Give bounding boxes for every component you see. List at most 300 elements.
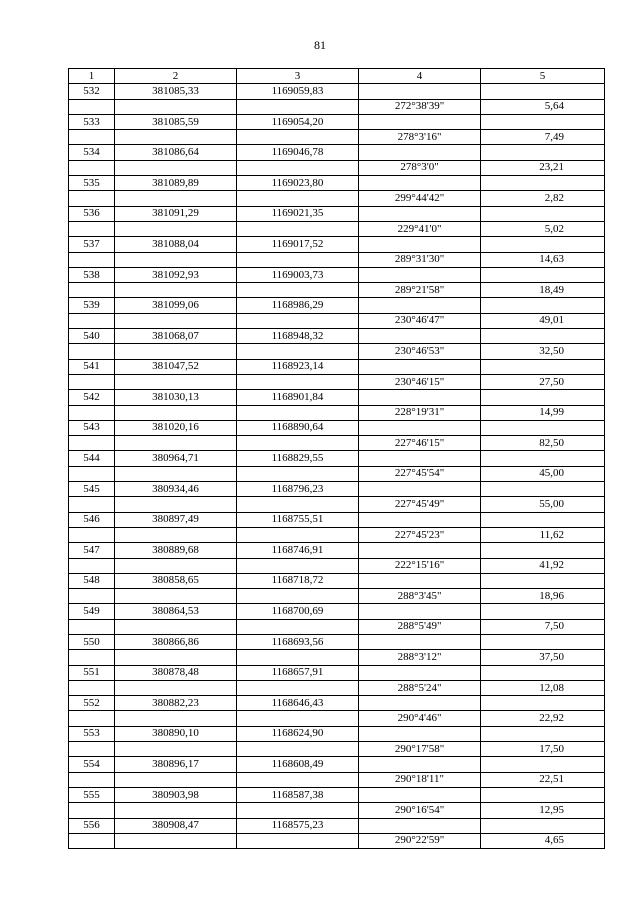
x-coordinate-cell [115, 833, 237, 848]
point-number-cell: 537 [69, 237, 115, 252]
distance-cell: 11,62 [481, 527, 605, 542]
table-row [69, 160, 605, 175]
direction-angle-cell [359, 757, 481, 772]
point-number-cell [69, 405, 115, 420]
distance-cell [481, 482, 605, 497]
x-coordinate-cell [115, 160, 237, 175]
direction-angle-cell [359, 726, 481, 741]
direction-angle-cell: 227°45'23" [359, 527, 481, 542]
point-number-cell: 553 [69, 726, 115, 741]
x-coordinate-cell: 380889,68 [115, 543, 237, 558]
column-header-1: 1 [69, 69, 115, 84]
distance-cell: 18,96 [481, 589, 605, 604]
point-number-cell [69, 130, 115, 145]
y-coordinate-cell: 1168948,32 [237, 329, 359, 344]
x-coordinate-cell: 381020,16 [115, 420, 237, 435]
distance-cell [481, 206, 605, 221]
point-number-cell [69, 313, 115, 328]
direction-angle-cell [359, 482, 481, 497]
x-coordinate-cell: 380896,17 [115, 757, 237, 772]
point-number-cell [69, 650, 115, 665]
table-row [69, 329, 605, 344]
x-coordinate-cell: 380964,71 [115, 451, 237, 466]
distance-cell: 22,92 [481, 711, 605, 726]
column-header-5: 5 [481, 69, 605, 84]
table-header-row [69, 69, 605, 84]
direction-angle-cell [359, 267, 481, 282]
y-coordinate-cell: 1168587,38 [237, 787, 359, 802]
direction-angle-cell [359, 145, 481, 160]
table-row [69, 634, 605, 649]
point-number-cell: 539 [69, 298, 115, 313]
direction-angle-cell: 289°31'30" [359, 252, 481, 267]
distance-cell [481, 512, 605, 527]
point-number-cell: 534 [69, 145, 115, 160]
table-row [69, 726, 605, 741]
table-row [69, 665, 605, 680]
distance-cell: 55,00 [481, 497, 605, 512]
direction-angle-cell [359, 451, 481, 466]
y-coordinate-cell [237, 283, 359, 298]
y-coordinate-cell [237, 711, 359, 726]
direction-angle-cell: 290°16'54" [359, 803, 481, 818]
x-coordinate-cell: 380890,10 [115, 726, 237, 741]
point-number-cell: 552 [69, 696, 115, 711]
direction-angle-cell [359, 512, 481, 527]
point-number-cell: 536 [69, 206, 115, 221]
direction-angle-cell: 288°3'12" [359, 650, 481, 665]
y-coordinate-cell: 1168718,72 [237, 573, 359, 588]
x-coordinate-cell [115, 497, 237, 512]
y-coordinate-cell [237, 130, 359, 145]
point-number-cell: 540 [69, 329, 115, 344]
x-coordinate-cell [115, 344, 237, 359]
table-row [69, 221, 605, 236]
distance-cell [481, 818, 605, 833]
y-coordinate-cell [237, 221, 359, 236]
table-row [69, 573, 605, 588]
x-coordinate-cell: 381085,59 [115, 114, 237, 129]
y-coordinate-cell: 1168646,43 [237, 696, 359, 711]
direction-angle-cell: 230°46'15" [359, 374, 481, 389]
distance-cell [481, 451, 605, 466]
point-number-cell [69, 374, 115, 389]
direction-angle-cell: 299°44'42" [359, 191, 481, 206]
table-row [69, 84, 605, 99]
distance-cell: 23,21 [481, 160, 605, 175]
y-coordinate-cell: 1168746,91 [237, 543, 359, 558]
table-row [69, 267, 605, 282]
direction-angle-cell [359, 176, 481, 191]
point-number-cell: 545 [69, 482, 115, 497]
table-row [69, 696, 605, 711]
point-number-cell: 551 [69, 665, 115, 680]
distance-cell: 37,50 [481, 650, 605, 665]
point-number-cell [69, 252, 115, 267]
x-coordinate-cell: 380897,49 [115, 512, 237, 527]
point-number-cell [69, 742, 115, 757]
x-coordinate-cell: 381086,64 [115, 145, 237, 160]
distance-cell [481, 145, 605, 160]
y-coordinate-cell [237, 589, 359, 604]
direction-angle-cell [359, 298, 481, 313]
direction-angle-cell: 229°41'0" [359, 221, 481, 236]
y-coordinate-cell [237, 252, 359, 267]
point-number-cell: 535 [69, 176, 115, 191]
x-coordinate-cell: 380858,65 [115, 573, 237, 588]
table-row [69, 711, 605, 726]
table-row [69, 543, 605, 558]
x-coordinate-cell [115, 374, 237, 389]
point-number-cell: 549 [69, 604, 115, 619]
direction-angle-cell [359, 604, 481, 619]
direction-angle-cell: 230°46'47" [359, 313, 481, 328]
table-row [69, 374, 605, 389]
point-number-cell: 533 [69, 114, 115, 129]
distance-cell: 14,63 [481, 252, 605, 267]
distance-cell [481, 267, 605, 282]
distance-cell: 22,51 [481, 772, 605, 787]
table-row [69, 298, 605, 313]
y-coordinate-cell: 1168796,23 [237, 482, 359, 497]
y-coordinate-cell [237, 313, 359, 328]
distance-cell: 27,50 [481, 374, 605, 389]
distance-cell: 2,82 [481, 191, 605, 206]
direction-angle-cell: 289°21'58" [359, 283, 481, 298]
x-coordinate-cell [115, 650, 237, 665]
table-row [69, 680, 605, 695]
y-coordinate-cell: 1168923,14 [237, 359, 359, 374]
table-row [69, 482, 605, 497]
distance-cell: 14,99 [481, 405, 605, 420]
x-coordinate-cell [115, 680, 237, 695]
table-row [69, 757, 605, 772]
y-coordinate-cell [237, 742, 359, 757]
table-row [69, 512, 605, 527]
y-coordinate-cell: 1168608,49 [237, 757, 359, 772]
y-coordinate-cell [237, 619, 359, 634]
y-coordinate-cell: 1168986,29 [237, 298, 359, 313]
distance-cell [481, 634, 605, 649]
distance-cell: 17,50 [481, 742, 605, 757]
table-row [69, 313, 605, 328]
point-number-cell [69, 344, 115, 359]
table-row [69, 604, 605, 619]
direction-angle-cell: 290°17'58" [359, 742, 481, 757]
point-number-cell: 541 [69, 359, 115, 374]
y-coordinate-cell: 1168829,55 [237, 451, 359, 466]
x-coordinate-cell: 380903,98 [115, 787, 237, 802]
y-coordinate-cell: 1168624,90 [237, 726, 359, 741]
direction-angle-cell: 288°5'24" [359, 680, 481, 695]
y-coordinate-cell: 1168700,69 [237, 604, 359, 619]
x-coordinate-cell [115, 711, 237, 726]
x-coordinate-cell: 381088,04 [115, 237, 237, 252]
x-coordinate-cell [115, 803, 237, 818]
distance-cell [481, 114, 605, 129]
direction-angle-cell [359, 818, 481, 833]
x-coordinate-cell: 381068,07 [115, 329, 237, 344]
y-coordinate-cell [237, 191, 359, 206]
y-coordinate-cell [237, 344, 359, 359]
point-number-cell [69, 221, 115, 236]
y-coordinate-cell: 1168693,56 [237, 634, 359, 649]
point-number-cell [69, 619, 115, 634]
y-coordinate-cell [237, 772, 359, 787]
table-row [69, 787, 605, 802]
table-row [69, 237, 605, 252]
x-coordinate-cell [115, 99, 237, 114]
distance-cell: 41,92 [481, 558, 605, 573]
y-coordinate-cell [237, 650, 359, 665]
y-coordinate-cell [237, 436, 359, 451]
x-coordinate-cell: 381085,33 [115, 84, 237, 99]
distance-cell: 49,01 [481, 313, 605, 328]
x-coordinate-cell [115, 313, 237, 328]
distance-cell [481, 787, 605, 802]
table-row [69, 176, 605, 191]
point-number-cell: 538 [69, 267, 115, 282]
direction-angle-cell [359, 329, 481, 344]
table-row [69, 558, 605, 573]
table-row [69, 252, 605, 267]
distance-cell [481, 696, 605, 711]
direction-angle-cell: 290°22'59" [359, 833, 481, 848]
table-row [69, 833, 605, 848]
table-row [69, 283, 605, 298]
table-row [69, 436, 605, 451]
distance-cell [481, 84, 605, 99]
direction-angle-cell: 230°46'53" [359, 344, 481, 359]
point-number-cell [69, 436, 115, 451]
direction-angle-cell [359, 543, 481, 558]
y-coordinate-cell: 1169003,73 [237, 267, 359, 282]
y-coordinate-cell: 1169059,83 [237, 84, 359, 99]
table-row [69, 497, 605, 512]
table-body [69, 84, 605, 849]
x-coordinate-cell: 381099,06 [115, 298, 237, 313]
table-row [69, 818, 605, 833]
y-coordinate-cell: 1169017,52 [237, 237, 359, 252]
distance-cell [481, 757, 605, 772]
distance-cell: 32,50 [481, 344, 605, 359]
distance-cell [481, 237, 605, 252]
x-coordinate-cell [115, 527, 237, 542]
direction-angle-cell: 227°46'15" [359, 436, 481, 451]
direction-angle-cell: 278°3'0" [359, 160, 481, 175]
y-coordinate-cell [237, 160, 359, 175]
distance-cell: 12,08 [481, 680, 605, 695]
point-number-cell: 547 [69, 543, 115, 558]
table-row [69, 466, 605, 481]
point-number-cell [69, 99, 115, 114]
point-number-cell [69, 803, 115, 818]
y-coordinate-cell: 1169054,20 [237, 114, 359, 129]
distance-cell [481, 390, 605, 405]
y-coordinate-cell: 1168575,23 [237, 818, 359, 833]
point-number-cell [69, 589, 115, 604]
y-coordinate-cell [237, 405, 359, 420]
point-number-cell: 556 [69, 818, 115, 833]
y-coordinate-cell: 1169023,80 [237, 176, 359, 191]
point-number-cell [69, 527, 115, 542]
direction-angle-cell [359, 114, 481, 129]
distance-cell [481, 359, 605, 374]
x-coordinate-cell: 381089,89 [115, 176, 237, 191]
point-number-cell [69, 772, 115, 787]
x-coordinate-cell [115, 191, 237, 206]
direction-angle-cell [359, 390, 481, 405]
point-number-cell [69, 283, 115, 298]
distance-cell [481, 298, 605, 313]
x-coordinate-cell [115, 252, 237, 267]
point-number-cell [69, 466, 115, 481]
point-number-cell [69, 160, 115, 175]
point-number-cell: 543 [69, 420, 115, 435]
x-coordinate-cell: 381091,29 [115, 206, 237, 221]
y-coordinate-cell [237, 374, 359, 389]
table-row [69, 650, 605, 665]
y-coordinate-cell: 1168755,51 [237, 512, 359, 527]
point-number-cell [69, 191, 115, 206]
table-row [69, 206, 605, 221]
direction-angle-cell: 288°5'49" [359, 619, 481, 634]
distance-cell [481, 665, 605, 680]
distance-cell: 12,95 [481, 803, 605, 818]
column-header-3: 3 [237, 69, 359, 84]
x-coordinate-cell [115, 619, 237, 634]
distance-cell [481, 543, 605, 558]
y-coordinate-cell [237, 466, 359, 481]
direction-angle-cell: 290°18'11" [359, 772, 481, 787]
distance-cell: 5,02 [481, 221, 605, 236]
direction-angle-cell [359, 359, 481, 374]
table-row [69, 359, 605, 374]
direction-angle-cell [359, 84, 481, 99]
x-coordinate-cell: 380866,86 [115, 634, 237, 649]
direction-angle-cell [359, 420, 481, 435]
table-row [69, 742, 605, 757]
page-number: 81 [314, 38, 326, 52]
table-row [69, 130, 605, 145]
y-coordinate-cell [237, 527, 359, 542]
distance-cell [481, 329, 605, 344]
distance-cell [481, 726, 605, 741]
x-coordinate-cell [115, 466, 237, 481]
direction-angle-cell: 222°15'16" [359, 558, 481, 573]
distance-cell: 45,00 [481, 466, 605, 481]
y-coordinate-cell: 1168890,64 [237, 420, 359, 435]
x-coordinate-cell [115, 221, 237, 236]
table-row [69, 803, 605, 818]
table-row [69, 772, 605, 787]
direction-angle-cell: 272°38'39" [359, 99, 481, 114]
x-coordinate-cell: 380864,53 [115, 604, 237, 619]
table-row [69, 619, 605, 634]
table-row [69, 420, 605, 435]
y-coordinate-cell [237, 558, 359, 573]
x-coordinate-cell: 380908,47 [115, 818, 237, 833]
point-number-cell: 544 [69, 451, 115, 466]
direction-angle-cell [359, 787, 481, 802]
point-number-cell: 555 [69, 787, 115, 802]
table-row [69, 99, 605, 114]
distance-cell: 82,50 [481, 436, 605, 451]
x-coordinate-cell: 380882,23 [115, 696, 237, 711]
x-coordinate-cell [115, 772, 237, 787]
y-coordinate-cell: 1168657,91 [237, 665, 359, 680]
point-number-cell [69, 680, 115, 695]
x-coordinate-cell [115, 558, 237, 573]
table-row [69, 589, 605, 604]
y-coordinate-cell: 1169046,78 [237, 145, 359, 160]
point-number-cell: 542 [69, 390, 115, 405]
direction-angle-cell [359, 634, 481, 649]
point-number-cell [69, 558, 115, 573]
point-number-cell [69, 711, 115, 726]
point-number-cell: 532 [69, 84, 115, 99]
table-row [69, 527, 605, 542]
distance-cell [481, 176, 605, 191]
y-coordinate-cell [237, 680, 359, 695]
x-coordinate-cell [115, 130, 237, 145]
y-coordinate-cell: 1169021,35 [237, 206, 359, 221]
direction-angle-cell: 227°45'49" [359, 497, 481, 512]
y-coordinate-cell: 1168901,84 [237, 390, 359, 405]
x-coordinate-cell: 381030,13 [115, 390, 237, 405]
distance-cell: 18,49 [481, 283, 605, 298]
point-number-cell [69, 497, 115, 512]
x-coordinate-cell: 381092,93 [115, 267, 237, 282]
y-coordinate-cell [237, 99, 359, 114]
direction-angle-cell: 278°3'16" [359, 130, 481, 145]
column-header-2: 2 [115, 69, 237, 84]
x-coordinate-cell [115, 436, 237, 451]
x-coordinate-cell [115, 283, 237, 298]
direction-angle-cell [359, 206, 481, 221]
distance-cell [481, 420, 605, 435]
table-row [69, 390, 605, 405]
direction-angle-cell: 227°45'54" [359, 466, 481, 481]
direction-angle-cell [359, 665, 481, 680]
distance-cell: 7,50 [481, 619, 605, 634]
direction-angle-cell: 228°19'31" [359, 405, 481, 420]
point-number-cell: 546 [69, 512, 115, 527]
distance-cell: 4,65 [481, 833, 605, 848]
table-row [69, 451, 605, 466]
y-coordinate-cell [237, 833, 359, 848]
direction-angle-cell [359, 237, 481, 252]
point-number-cell: 550 [69, 634, 115, 649]
point-number-cell: 554 [69, 757, 115, 772]
direction-angle-cell: 288°3'45" [359, 589, 481, 604]
table-row [69, 114, 605, 129]
point-number-cell: 548 [69, 573, 115, 588]
x-coordinate-cell: 380934,46 [115, 482, 237, 497]
x-coordinate-cell [115, 405, 237, 420]
column-header-4: 4 [359, 69, 481, 84]
table-row [69, 405, 605, 420]
table-row [69, 145, 605, 160]
direction-angle-cell [359, 696, 481, 711]
x-coordinate-cell: 380878,48 [115, 665, 237, 680]
table-row [69, 191, 605, 206]
distance-cell [481, 573, 605, 588]
distance-cell: 7,49 [481, 130, 605, 145]
distance-cell [481, 604, 605, 619]
x-coordinate-cell [115, 589, 237, 604]
x-coordinate-cell: 381047,52 [115, 359, 237, 374]
